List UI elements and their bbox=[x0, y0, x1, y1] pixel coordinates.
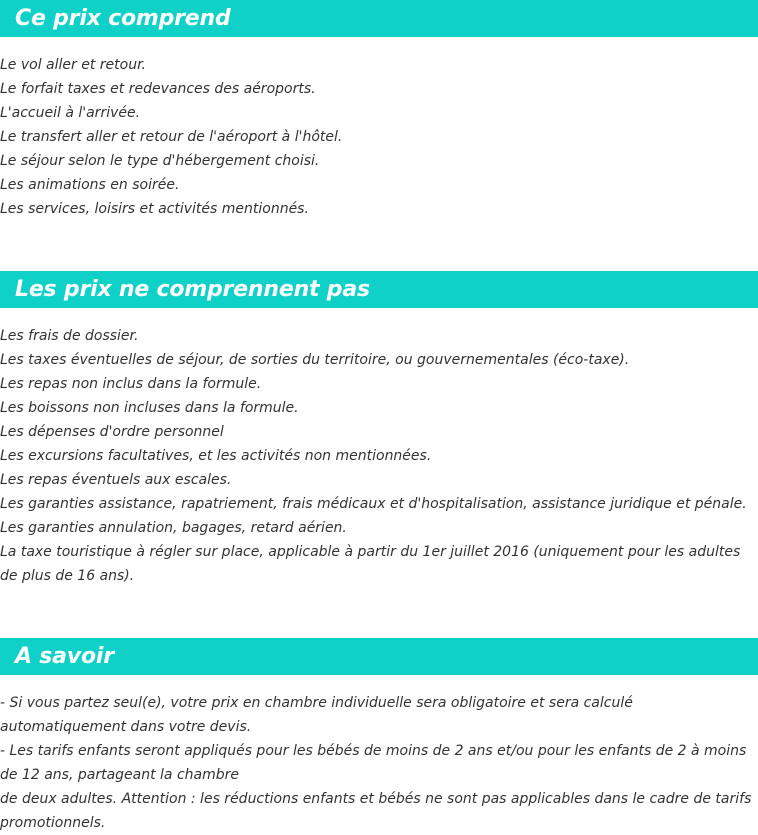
list-item: Les services, loisirs et activités mentionnés. bbox=[0, 201, 309, 217]
list-item: Les taxes éventuelles de séjour, de sorties du territoire, ou gouvernementales (éco-taxe). bbox=[0, 352, 630, 368]
section-title: Les prix ne comprennent pas bbox=[15, 277, 370, 302]
list-item: de deux adultes. Attention : les réductions enfants et bébés ne sont pas applicables dans le cadre de tarifs promotionnels. bbox=[0, 791, 752, 831]
section-header bbox=[0, 0, 758, 37]
list-item: Les boissons non incluses dans la formule. bbox=[0, 400, 299, 416]
list-item: Les repas non inclus dans la formule. bbox=[0, 376, 262, 392]
section-price-includes bbox=[0, 0, 758, 221]
list-item: Les animations en soirée. bbox=[0, 177, 180, 193]
list-item: Le séjour selon le type d'hébergement choisi. bbox=[0, 153, 320, 169]
list-item: Le transfert aller et retour de l'aéroport à l'hôtel. bbox=[0, 129, 343, 145]
section-body bbox=[0, 37, 758, 221]
list-item: Les garanties annulation, bagages, retard aérien. bbox=[0, 520, 347, 536]
section-title: A savoir bbox=[15, 644, 114, 669]
section-title: Ce prix comprend bbox=[15, 6, 231, 31]
section-header bbox=[0, 271, 758, 308]
list-item: - Si vous partez seul(e), votre prix en chambre individuelle sera obligatoire et sera calculé automatiquement dans votre devis. bbox=[0, 695, 633, 735]
list-item: Les frais de dossier. bbox=[0, 328, 139, 344]
list-item: La taxe touristique à régler sur place, applicable à partir du 1er juillet 2016 (uniquement pour les adultes de plus de 16 ans). bbox=[0, 544, 741, 584]
list-item: Le vol aller et retour. bbox=[0, 57, 147, 73]
list-item: Les repas éventuels aux escales. bbox=[0, 472, 232, 488]
section-body bbox=[0, 308, 758, 588]
list-item: Les dépenses d'ordre personnel bbox=[0, 424, 224, 440]
section-body bbox=[0, 675, 758, 835]
list-item: L'accueil à l'arrivée. bbox=[0, 105, 141, 121]
list-item: Les excursions facultatives, et les activités non mentionnées. bbox=[0, 448, 432, 464]
list-item: - Les tarifs enfants seront appliqués pour les bébés de moins de 2 ans et/ou pour les enfants de 2 à moins de 12 ans, partageant la chambre bbox=[0, 743, 747, 783]
list-item: Le forfait taxes et redevances des aéroports. bbox=[0, 81, 316, 97]
list-item: Les garanties assistance, rapatriement, frais médicaux et d'hospitalisation, assistance juridique et pénale. bbox=[0, 496, 747, 512]
section-good-to-know bbox=[0, 638, 758, 835]
section-header bbox=[0, 638, 758, 675]
section-price-excludes bbox=[0, 271, 758, 588]
